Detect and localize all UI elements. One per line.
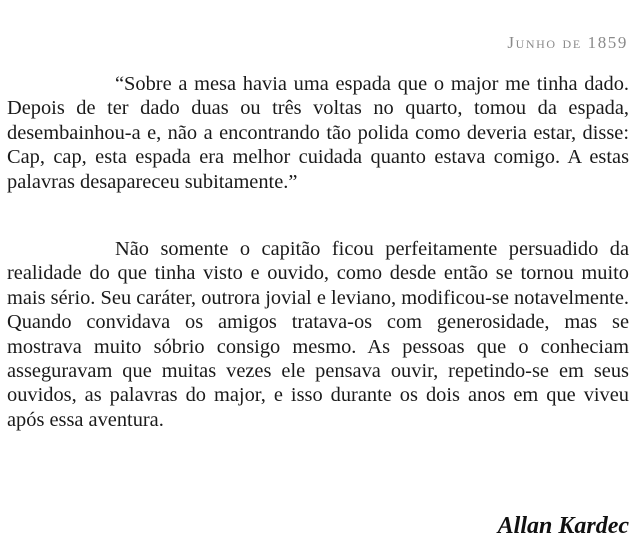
paragraph-quote: “Sobre a mesa havia uma espada que o major me tinha dado. Depois de ter dado duas ou três voltas no quarto, tomou da espada, desembainhou-a e, não a encontrando tão polida como deveria estar, disse: Cap, cap, esta espada era melhor cuidada quanto estava comigo. A estas palavras desapareceu subitamente.” xyxy=(7,73,629,193)
running-head: Junho de 1859 xyxy=(507,33,628,52)
paragraph-narrative: Não somente o capitão ficou perfeitamente persuadido da realidade do que tinha visto e ouvido, como desde então se tornou muito mais sério. Seu caráter, outrora jovial e leviano, modificou-se notavelmente. Quando convidava os amigos tratava-os com generosidade, mas se mostrava muito sóbrio consigo mesmo. As pessoas que o conheciam asseguravam que muitas vezes ele pensava ouvir, repetindo-se em seus ouvidos, as palavras do major, e isso durante os dois anos em que viveu após essa aventura. xyxy=(7,238,629,431)
document-page xyxy=(7,0,631,559)
author-signature: Allan Kardec xyxy=(497,513,629,539)
